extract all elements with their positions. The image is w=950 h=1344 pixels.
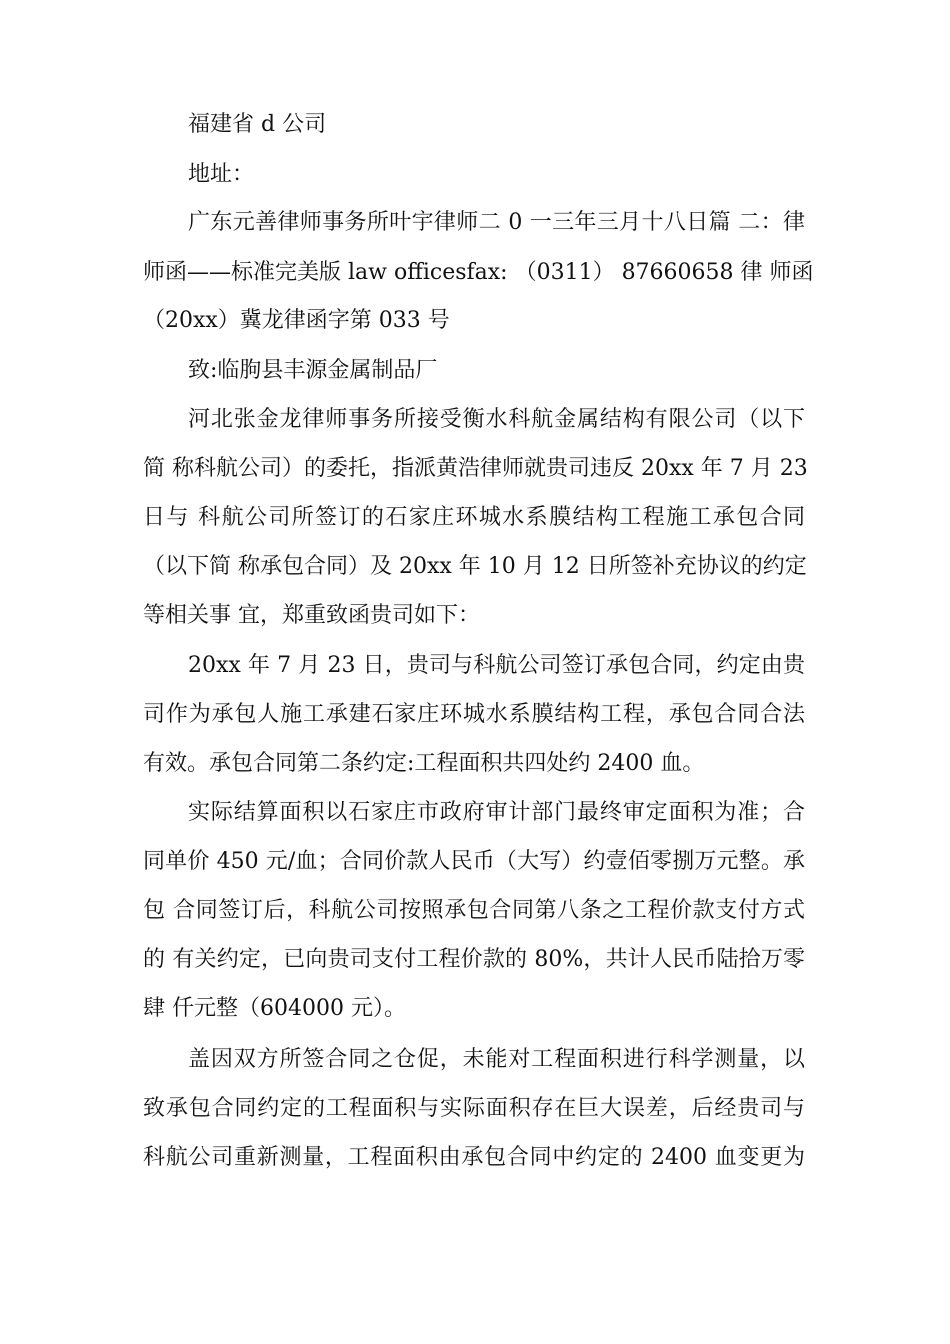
paragraph-2-line-2: 司作为承包人施工承建石家庄环城水系膜结构工程，承包合同合法 bbox=[143, 702, 805, 727]
paragraph-3-line-2: 同单价 450 元/血；合同价款人民币（大写）约壹佰零捌万元整。承 bbox=[143, 849, 805, 874]
paragraph-3-line-1: 实际结算面积以石家庄市政府审计部门最终审定面积为准；合 bbox=[188, 800, 805, 825]
paragraph-2-line-1: 20xx 年 7 月 23 日，贵司与科航公司签订承包合同，约定由贵 bbox=[188, 653, 805, 678]
paragraph-1-line-1: 河北张金龙律师事务所接受衡水科航金属结构有限公司（以下 bbox=[188, 407, 805, 432]
paragraph-4-line-1: 盖因双方所签合同之仓促，未能对工程面积进行科学测量，以 bbox=[188, 1047, 805, 1072]
paragraph-1-line-3: 日与 科航公司所签订的石家庄环城水系膜结构工程施工承包合同 bbox=[143, 505, 805, 530]
paragraph-1-line-2: 简 称科航公司）的委托，指派黄浩律师就贵司违反 20xx 年 7 月 23 bbox=[143, 456, 808, 481]
paragraph-2-line-3: 有效。承包合同第二条约定:工程面积共四处约 2400 血。 bbox=[143, 751, 705, 776]
address-label-line: 地址： bbox=[188, 162, 255, 187]
paragraph-3-line-3: 包 合同签订后，科航公司按照承包合同第八条之工程价款支付方式 bbox=[143, 898, 805, 923]
signature-line: 广东元善律师事务所叶宇律师二 0 一三年三月十八日篇 二：律 bbox=[188, 210, 805, 235]
letter-reference-number: （20xx）冀龙律函字第 033 号 bbox=[143, 308, 450, 333]
paragraph-4-line-2: 致承包合同约定的工程面积与实际面积存在巨大误差，后经贵司与 bbox=[143, 1096, 805, 1121]
paragraph-3-line-5: 肆 仟元整（604000 元）。 bbox=[143, 996, 406, 1021]
addressee-line: 致:临朐县丰源金属制品厂 bbox=[188, 358, 438, 383]
paragraph-3-line-4: 的 有关约定，已向贵司支付工程价款的 80%，共计人民币陆拾万零 bbox=[143, 947, 805, 972]
recipient-company-line: 福建省 d 公司 bbox=[188, 112, 327, 137]
letter-title-line: 师函——标准完美版 law officesfax: （0311） 87660658 律 师函 bbox=[143, 260, 814, 285]
paragraph-1-line-5: 等相关事 宜，郑重致函贵司如下： bbox=[143, 603, 480, 628]
paragraph-4-line-3: 科航公司重新测量，工程面积由承包合同中约定的 2400 血变更为 bbox=[143, 1145, 805, 1170]
paragraph-1-line-4: （以下简 称承包合同）及 20xx 年 10 月 12 日所签补充协议的约定 bbox=[143, 554, 807, 579]
